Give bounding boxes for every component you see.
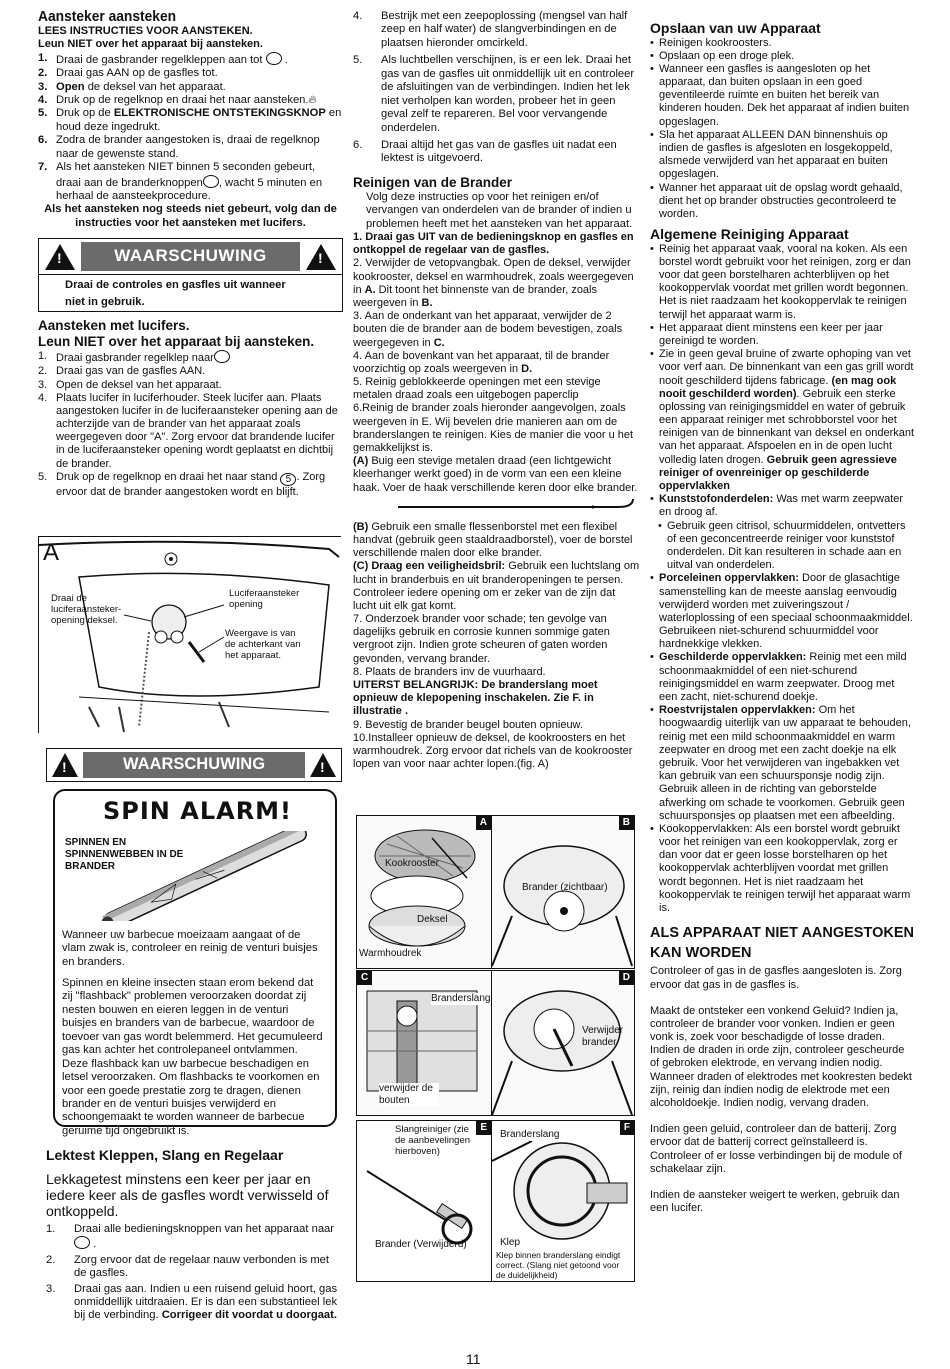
figure-caption: Klep [500, 1237, 521, 1248]
figure-label: B [619, 816, 634, 830]
paragraph: Indien geen geluid, controleer dan de batterij. Zorg ervoor dat de batterij correct geïnstalleerd is. Controleer of er losse verbindingen bij de module of schakelaar zijn. [650, 1123, 902, 1175]
leak-test-steps-cont [353, 10, 640, 166]
list-item: 4. Druk op de regelknop en draai het naar aansteken.🔥︎ [38, 93, 317, 106]
clean-intro: Volg deze instructies op voor het reinigen en/of vervangen van onderdelen van de brander of indien u problemen heeft met het aansteken van het apparaat. [366, 190, 633, 230]
leak-test-title: Lektest Kleppen, Slang en Regelaar [46, 1147, 284, 1163]
figure-caption: Kookrooster [385, 858, 439, 869]
spin-alarm-box [53, 789, 337, 1137]
leak-test-intro: Lekkagetest minstens een keer per jaar en iedere keer als de gasfles wordt verwisseld of ontkoppeld. [46, 1170, 329, 1219]
leak-test-section [46, 1147, 342, 1323]
figure-a-grill-parts [356, 815, 492, 969]
match-title: Aansteken met lucifers. [38, 318, 190, 334]
list-item: • Porceleinen oppervlakken: Door de glasachtige samenstelling kan de meeste aanslag eenvoudig verwijderd worden met zuiveringszout / waterloplossing of een speciaal schoonmaakmiddel. Gebruikeen niet-schurend schuurmiddel voor hardnekkige vlekken. [650, 572, 915, 651]
warning-text: niet in gebruik. [65, 296, 145, 309]
list-item: • Geschilderde oppervlakken: Reinig met een mild schoonmaakmiddel of een niet-schurend reinigingsmiddel en warm zeepwater. Droog met een zacht, niet-schurend doekje. [650, 651, 915, 704]
leak-test-steps [46, 1223, 342, 1323]
warning-icon [52, 753, 78, 777]
option-b: (B) Gebruik een smalle flessenborstel met een flexibel handvat (gebruik geen staaldraadborstel), voer de borstel verschillende malen door elke brander. [353, 520, 633, 560]
list-item: 2. Draai gas AAN op de gasfles tot. [38, 67, 218, 80]
list-item: 1. Draai de gasbrander regelkleppen aan tot . [38, 51, 288, 66]
warning-banner [39, 239, 342, 274]
warning-label: WAARSCHUWING [81, 242, 300, 270]
list-item: • Wanner het apparaat uit de opslag wordt gehaald, dient het op brander obstructies gecontroleerd te worden. [650, 182, 915, 222]
spin-alarm-text: Spinnen en kleine insecten staan erom bekend dat zij "flashback" problemen veroorzaken doordat zij nesten bouwen en eieren leggen in de venturi buisjes en branders van de barbecue, waardoor de toevoer van gas wordt belemmerd. Het gecumuleerd gas kan achter het controlepaneel ontvlammen. Deze flashback kan uw barbecue beschadigen en letsel veroorzaken. Om flashbacks te voorkomen en voor een goede prestatie zorg te dragen, dienen brander en de venturi buisjes verwijderd en schoongemaakt te worden wanneer de barbecue geruime tijd ongebruikt is. [62, 977, 323, 1137]
list-item: • Het apparaat dient minstens een keer per jaar gereinigd te worden. [650, 322, 915, 348]
warning-banner-2 [46, 748, 342, 782]
clean-burner-title: Reinigen van de Brander [353, 174, 513, 190]
figure-f-valve-check [491, 1120, 635, 1282]
figure-a-match-lighting [38, 536, 341, 733]
list-item: • Reinigen kookroosters. [650, 37, 915, 50]
troubleshoot-text [650, 965, 915, 1215]
position-5-icon: 5 [280, 473, 296, 486]
warning-icon [306, 244, 336, 270]
list-item: • Opslaan op een droge plek. [650, 50, 915, 63]
lighting-title: Aansteker aansteken [38, 8, 177, 25]
list-item: 6. Draai altijd het gas van de gasfles uit nadat een lektest is uitgevoerd. [353, 138, 617, 165]
list-item: • Zie in geen geval bruine of zwarte ophoping van vet voor verf aan. De binnenkant van een gas grill wordt nooit geschilderd tijdens fabricage. (en mag ook nooit geschilderd worden). Gebruik een sterke oplossing van reinigingsmiddel en water of gebruik een apparaat reiniger met schrobborstel voor het reinigen van de binnenkant van deksel en onderkant van het apparaat. Afspoelen en in de open lucht volledig laten drogen. Gebruik geen agressieve reiniger of ovenreiniger op geschilderde oppervlakken [650, 348, 915, 493]
paragraph: Maakt de ontsteker een vonkend Geluid? Indien ja, controleer de brander voor vonken. Indien er geen vonk is, zoek voor beschadigde of losse draden. Indien de draden in orde zijn, controleer gescheurde of gebroken elektrode, en vervang indien nodig. Wanneer draden of elektrodes met kookresten bedekt zijn, reinig dan indien nodig de elektrode met een alcoholdoekje. Indien nodig, vervang draden. [650, 1004, 912, 1110]
figure-c-remove-bolts [356, 970, 492, 1116]
list-item: • Wanneer een gasfles is aangesloten op het apparaat, dan buiten opslaan in een goed geventileerde ruimte en buiten het bereik van kinderen houden. Dek het apparaat af indien buiten opgeslagen. [650, 63, 915, 129]
figure-caption: Verwijder brander [582, 1025, 624, 1048]
list-item: 4. Plaats lucifer in luciferhouder. Steek lucifer aan. Plaats aangestoken lucifer in de luciferaansteker opening aan de achterzijde van de brander van het apparaat zoals weergegeven door "A". Zorg ervoor dat brandende lucifer in de luciferaansteker opening wordt geplaatst en dichtbij de brander. [38, 391, 338, 470]
list-item: 3. Draai gas aan. Indien u een ruisend geluid hoort, gas onmiddellijk uitdraaien. Er is dan een substantieel lek bij de verbinding. Corrigeer dit voordat u doorgaat. [46, 1282, 338, 1322]
off-position-icon [214, 350, 230, 363]
list-item: 3. Open de deksel van het apparaat. [38, 378, 222, 391]
list-item: 6. Zodra de brander aangestoken is, draai de regelknop naar de gewenste stand. [38, 134, 320, 160]
list-item: 8. Plaats de branders inv de vuurhaard. [353, 665, 546, 678]
figure-caption: Branderslang [500, 1129, 560, 1140]
option-c: (C) Draag een veiligheidsbril: Gebruik een luchtslang om lucht in branderbuis en uit branderopeningen te persen. Controleer iedere opening om er zeker van de zijn dat lucht uit elk gat komt. [353, 560, 640, 612]
lighting-sub2: Leun NIET over het apparaat bij aansteken. [38, 38, 263, 51]
venturi-tube-illustration [85, 831, 325, 921]
list-item: 2. Zorg ervoor dat de regelaar nauw verbonden is met de gasfles. [46, 1253, 329, 1280]
list-item: 9. Bevestig de brander beugel bouten opnieuw. [353, 718, 583, 731]
list-item: 1. Draai alle bedieningsknoppen van het apparaat naar . [46, 1222, 334, 1251]
lighting-steps [38, 52, 343, 204]
figure-caption: Warmhoudrek [359, 948, 422, 959]
important-note: UITERST BELANGRIJK: De branderslang moet opnieuw de klepopening inschakelen. Zie F. in illustratie . [353, 679, 598, 718]
list-item: 5. Druk op de ELEKTRONISCHE ONTSTEKINGSKNOP en houd deze ingedrukt. [38, 107, 342, 133]
warning-label: WAARSCHUWING [83, 752, 305, 778]
figure-caption: Brander (Verwijderd) [375, 1239, 467, 1250]
spin-alarm-title: SPIN ALARM! [103, 797, 292, 825]
figure-label: A [476, 816, 491, 830]
figure-label: D [619, 971, 634, 985]
figure-label: C [357, 971, 372, 985]
general-cleaning-list [650, 243, 915, 916]
figure-d-lift-burner [491, 970, 635, 1116]
figure-caption: Luciferaansteker opening [229, 588, 300, 610]
list-item: 6.Reinig de brander zoals hieronder aangevolgen, zoals weergeven in E. Wij bevelen drie manieren aan om de branderslangen te reinigen. Kies de manier die voor u het gemakkelijkst is. [353, 402, 634, 455]
list-item: 3. Open de deksel van het apparaat. [38, 80, 226, 93]
off-position-icon [203, 175, 219, 188]
option-a: (A) Buig een stevige metalen draad (een lichtgewicht kleerhanger werkt goed) in de vorm van een een kleine haak. Voer de haak verschillende keren door elke brander. [353, 455, 638, 494]
list-item: 7. Onderzoek brander voor schade; ten gevolge van dagelijks gebruik en corrosie kunnen sommige gaten vergroot zijn. Indien grote scheuren of gaten worden gevonden, vervang brander. [353, 613, 610, 665]
grill-parts-illustration [357, 816, 491, 968]
list-item: 5. Reinig geblokkeerde openingen met een stevige metalen draad zoals een uitgebogen paperclip [353, 376, 601, 402]
figure-caption: verwijder de bouten [379, 1083, 439, 1106]
list-item: 4. Aan de bovenkant van het apparaat, til de brander voorzichtig op zoals weergeven in D. [353, 349, 610, 375]
lighting-sub1: LEES INSTRUCTIES VOOR AANSTEKEN. [38, 25, 253, 38]
list-item: 5. Druk op de regelknop en draai het naar stand 5 . Zorg ervoor dat de brander aangestoken wordt en blijft. [38, 470, 326, 498]
column-middle [353, 10, 640, 771]
off-position-icon [266, 52, 282, 65]
warning-box [38, 238, 343, 312]
list-item: 1. Draai gas UIT van de bedieningsknop en gasfles en ontkoppel de regelaar van de gasfles. [353, 231, 634, 257]
column-right [650, 20, 915, 1215]
list-item: 3. Aan de onderkant van het apparaat, verwijder de 2 bouten die de brander aan de bodem bevestigen, zoals weergegeven in C. [353, 310, 623, 349]
list-item: • Gebruik geen citrisol, schuurmiddelen, ontvetters of een geconcentreerde reiniger voor kunststof onderdelen. Dit kan resulteren in schade aan en uitval van onderdelen. [658, 520, 915, 573]
figure-caption: Brander (zichtbaar) [522, 882, 608, 893]
spin-alarm-subtitle: SPINNEN EN SPINNENWEBBEN IN DE BRANDER [65, 837, 184, 872]
list-item: • Sla het apparaat ALLEEN DAN binnenshuis op indien de gasfles is afgesloten en losgekoppeld, alsmede verwijderd van het apparaat en buiten opgeslagen. [650, 129, 915, 182]
general-cleaning-title: Algemene Reiniging Apparaat [650, 226, 849, 243]
list-item: 10.Installeer opnieuw de deksel, de kookroosters en het warmhoudrek. Zorg ervoor dat richels van de kookrooster lopen van voor naar achter lopen.(fig. A) [353, 731, 633, 771]
paragraph: Indien de aansteker weigert te werken, gebruik dan een lucifer. [650, 1188, 900, 1215]
off-position-icon [74, 1236, 90, 1249]
storage-list [650, 37, 915, 222]
list-item: • Kookoppervlakken: Als een borstel wordt gebruikt voor het reinigen van een kookoppervlak, zorg er dan voor dat er geen losse borstelharen op het kookoppervlak achterblijven voordat met grillen wordt begonnen. Het is niet raadzaam het kookoppervlak te reinigen terwijl het apparaat warm is. [650, 823, 915, 915]
warning-text: Draai de controles en gasfles uit wanneer [65, 278, 286, 291]
page-number: 11 [466, 1351, 481, 1367]
list-item: • Reinig het apparaat vaak, vooral na koken. Als een borstel wordt gebruikt voor het reinigen, zorg er dan voor dat geen borstelharen achterblijven op het kookoppervlak voordat met grillen wordt begonnen. Het is niet raadzaam het kookoppervlak te reinigen terwijl het apparaat warm is. [650, 243, 915, 322]
column-left [38, 8, 343, 499]
match-title: Leun NIET over het apparaat bij aansteken. [38, 334, 315, 350]
figure-b-burner-visible [491, 815, 635, 969]
lighting-note: Als het aansteken nog steeds niet gebeurt, volg dan de instructies voor het aansteken met lucifers. [44, 203, 337, 229]
figure-caption: Deksel [417, 914, 448, 925]
figure-caption: Klep binnen branderslang eindigt correct. (Slang niet getoond voor de duidelijkheid) [496, 1250, 621, 1280]
figure-caption: Slangreiniger (zie de aanbevelingen hierboven) [395, 1124, 471, 1157]
flame-icon: 🔥︎ [308, 93, 317, 106]
match-steps [38, 350, 343, 499]
list-item: 2. Draai gas van de gasfles AAN. [38, 365, 206, 378]
storage-title: Opslaan van uw Apparaat [650, 20, 821, 36]
figure-label: E [476, 1121, 491, 1135]
list-item: 5. Als luchtbellen verschijnen, is er een lek. Draai het gas van de gasfles uit onmiddellijk uit en controleer de afsluitingen van de verbindingen. Indien het lek niet verholpen kan worden, probeer het in geen geval zelf te repareren. Bel voor vervangende onderdelen. [353, 54, 635, 134]
warning-icon [45, 244, 75, 270]
hook-wire-illustration [393, 495, 643, 517]
figure-caption: Branderslang [431, 993, 491, 1004]
troubleshoot-title: ALS APPARAAT NIET AANGESTOKEN KAN WORDEN [650, 925, 914, 961]
figure-e-clean-burner [356, 1120, 492, 1282]
list-item: 4. Bestrijk met een zeepoplossing (mengsel van half zeep en half water) de slangverbindingen en de plaatsen hieronder omcirkeld. [353, 10, 628, 49]
spin-alarm-text: Wanneer uw barbecue moeizaam aangaat of de vlam zwak is, controleer en reinig de venturi buisjes en branders. [62, 929, 318, 968]
figure-label: F [620, 1121, 634, 1135]
list-item: • Roestvrijstalen oppervlakken: Om het hoogwaardig uiterlijk van uw apparaat te behouden, reinig met een mild schoonmaakmiddel en warm zeepwater en droog met een zacht doekje na elk gebruik. Voor het verwijderen van ingebakken vet kan gebruik van een schuursponsje nodig zijn. Gebruik alleen in de richting van geborstelde afwerking om schade te voorkomen. Gebruik geen schuursponsjes op plaatsen met een afbeelding. [650, 704, 915, 823]
figure-caption: Draai de luciferaansteker- opening deksel. [51, 593, 122, 626]
list-item: 2. Verwijder de vetopvangbak. Open de deksel, verwijder kookrooster, deksel en warmhoudrek, zoals weergegeven in A. Dit toont het binnenste van de brander, zoals weergeven in B. [353, 257, 634, 309]
warning-icon [310, 753, 336, 777]
figure-caption: Weergave is van de achterkant van het apparaat. [225, 628, 301, 661]
figure-label: A [43, 539, 60, 566]
paragraph: Controleer of gas in de gasfles aangesloten is. Zorg ervoor dat gas in de gasfles is. [650, 965, 902, 991]
clean-steps [353, 231, 640, 771]
list-item: 7. Als het aansteken NIET binnen 5 seconden gebeurt, draai aan de branderknoppen , wacht 5 minuten en herhaal de aansteekprocedure. [38, 161, 323, 202]
list-item: 1. Draai gasbrander regelklep naar [38, 350, 343, 365]
list-item: • Kunststofonderdelen: Was met warm zeepwater en droog af. [650, 493, 915, 519]
